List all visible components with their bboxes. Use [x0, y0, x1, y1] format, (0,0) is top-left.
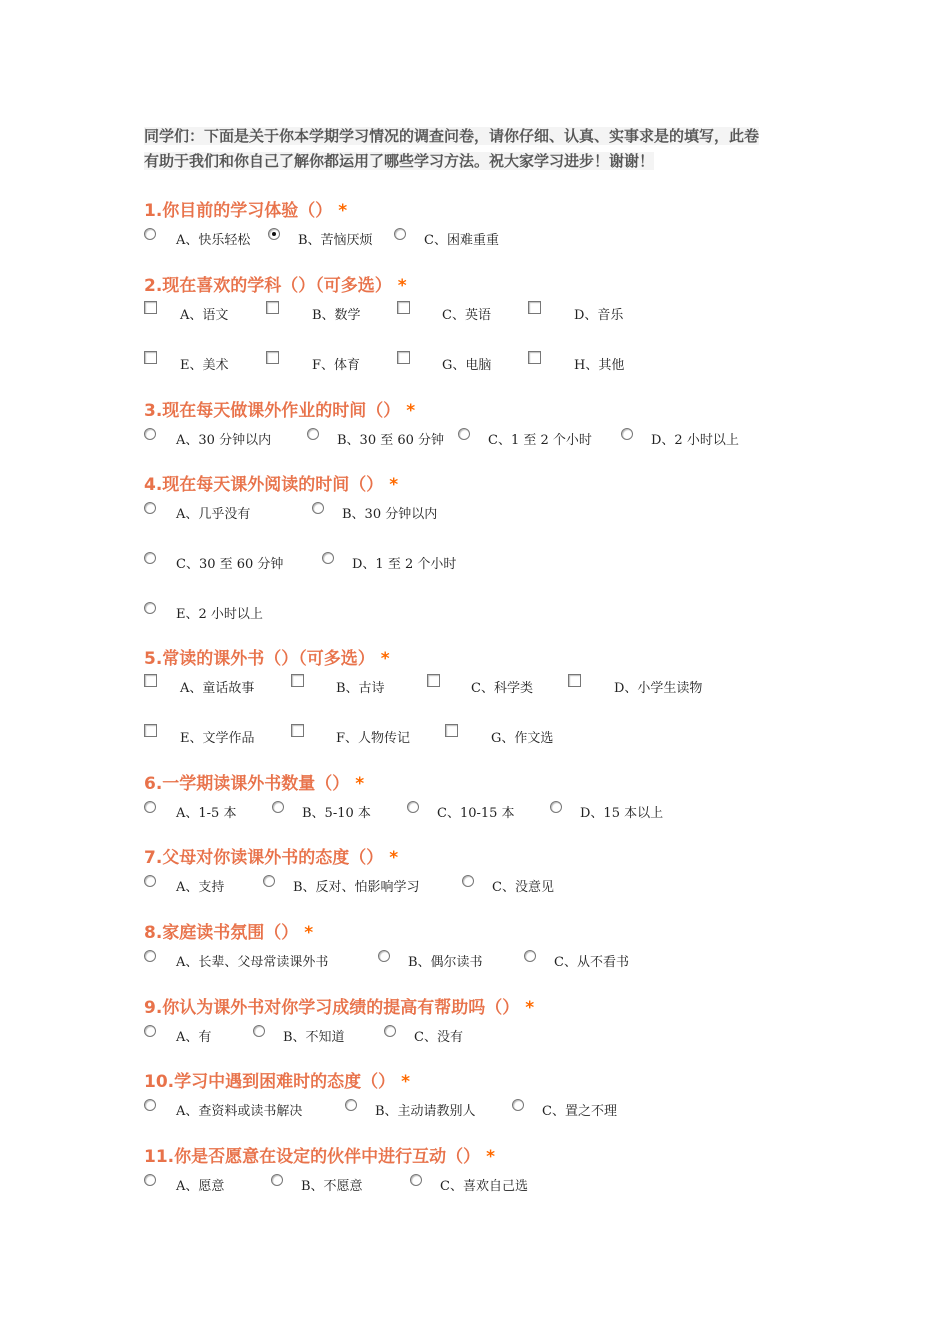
option-label: B、不愿意 — [301, 1179, 363, 1194]
option-label: A、几乎没有 — [176, 507, 251, 522]
question-title — [144, 474, 398, 496]
radio-button[interactable] — [307, 428, 319, 440]
option-label: C、置之不理 — [542, 1104, 617, 1119]
question-title — [144, 847, 398, 869]
question-title-text: 8.家庭读书氛围（） — [144, 923, 299, 943]
option-label: C、10-15 本 — [437, 806, 515, 821]
question-title — [144, 773, 364, 795]
option-label: A、语文 — [180, 308, 229, 323]
option-label: G、电脑 — [442, 358, 492, 373]
survey-intro — [144, 124, 814, 174]
radio-button[interactable] — [268, 228, 280, 240]
option-label: B、30 至 60 分钟 — [337, 433, 445, 448]
option-label: C、喜欢自己选 — [440, 1179, 528, 1194]
option-label: C、1 至 2 个小时 — [488, 433, 592, 448]
option-label: B、5-10 本 — [302, 806, 371, 821]
option-label: D、音乐 — [574, 308, 624, 323]
option-label: D、15 本以上 — [580, 806, 664, 821]
option-label: B、主动请教别人 — [375, 1104, 476, 1119]
checkbox[interactable] — [266, 301, 279, 314]
option-label: A、快乐轻松 — [176, 233, 251, 248]
question-title-text: 9.你认为课外书对你学习成绩的提高有帮助吗（） — [144, 998, 520, 1018]
radio-button[interactable] — [263, 875, 275, 887]
option-label: C、30 至 60 分钟 — [176, 557, 284, 572]
option-label: B、30 分钟以内 — [342, 507, 438, 522]
required-marker: * — [397, 276, 407, 296]
radio-button[interactable] — [322, 552, 334, 564]
checkbox[interactable] — [445, 724, 458, 737]
option-label: B、反对、怕影响学习 — [293, 880, 420, 895]
option-label: E、2 小时以上 — [176, 607, 263, 622]
radio-button[interactable] — [144, 602, 156, 614]
required-marker: * — [486, 1147, 496, 1167]
radio-button[interactable] — [312, 502, 324, 514]
option-label: B、偶尔读书 — [408, 955, 483, 970]
option-label: C、科学类 — [471, 681, 533, 696]
option-label: A、1-5 本 — [176, 806, 237, 821]
radio-button[interactable] — [621, 428, 633, 440]
checkbox[interactable] — [568, 674, 581, 687]
option-label: F、人物传记 — [336, 731, 411, 746]
question-title — [144, 1146, 495, 1168]
option-label: B、古诗 — [336, 681, 385, 696]
radio-button[interactable] — [462, 875, 474, 887]
required-marker: * — [389, 848, 399, 868]
checkbox[interactable] — [291, 674, 304, 687]
checkbox[interactable] — [291, 724, 304, 737]
question-title — [144, 997, 534, 1019]
question-title — [144, 275, 407, 297]
question-title-text: 10.学习中遇到困难时的态度（） — [144, 1072, 396, 1092]
required-marker: * — [406, 401, 416, 421]
option-label: B、不知道 — [283, 1030, 345, 1045]
question-title — [144, 400, 415, 422]
option-label: A、查资料或读书解决 — [176, 1104, 303, 1119]
required-marker: * — [389, 475, 399, 495]
intro-line-1: 同学们：下面是关于你本学期学习情况的调查问卷，请你仔细、认真、实事求是的填写，此卷 — [144, 127, 760, 145]
option-label: E、美术 — [180, 358, 229, 373]
required-marker: * — [355, 774, 365, 794]
radio-button[interactable] — [144, 801, 156, 813]
checkbox[interactable] — [144, 674, 157, 687]
required-marker: * — [338, 201, 348, 221]
checkbox[interactable] — [144, 351, 157, 364]
question-title — [144, 1071, 410, 1093]
radio-button[interactable] — [144, 950, 156, 962]
option-label: C、困难重重 — [424, 233, 499, 248]
option-label: C、没有 — [414, 1030, 463, 1045]
question-title — [144, 648, 390, 670]
radio-button[interactable] — [458, 428, 470, 440]
required-marker: * — [401, 1072, 411, 1092]
question-title — [144, 922, 313, 944]
radio-button[interactable] — [144, 502, 156, 514]
radio-button[interactable] — [550, 801, 562, 813]
required-marker: * — [525, 998, 535, 1018]
radio-button[interactable] — [144, 228, 156, 240]
option-label: A、愿意 — [176, 1179, 225, 1194]
question-title-text: 5.常读的课外书（）（可多选） — [144, 649, 375, 669]
option-label: D、小学生读物 — [614, 681, 703, 696]
checkbox[interactable] — [397, 351, 410, 364]
question-title — [144, 200, 347, 222]
radio-button[interactable] — [272, 801, 284, 813]
option-label: C、英语 — [442, 308, 491, 323]
option-label: A、支持 — [176, 880, 225, 895]
checkbox[interactable] — [397, 301, 410, 314]
checkbox[interactable] — [144, 301, 157, 314]
radio-button[interactable] — [144, 1099, 156, 1111]
option-label: A、童话故事 — [180, 681, 255, 696]
intro-line-2: 有助于我们和你自己了解你都运用了哪些学习方法。祝大家学习进步！谢谢！ — [144, 152, 655, 170]
radio-button[interactable] — [271, 1174, 283, 1186]
option-label: B、数学 — [312, 308, 361, 323]
radio-button[interactable] — [144, 1025, 156, 1037]
option-label: C、从不看书 — [554, 955, 629, 970]
option-label: A、有 — [176, 1030, 212, 1045]
option-label: A、长辈、父母常读课外书 — [176, 955, 329, 970]
option-label: B、苦恼厌烦 — [298, 233, 373, 248]
question-title-text: 4.现在每天课外阅读的时间（） — [144, 475, 384, 495]
checkbox[interactable] — [427, 674, 440, 687]
option-label: G、作文选 — [491, 731, 554, 746]
radio-button[interactable] — [144, 428, 156, 440]
option-label: F、体育 — [312, 358, 361, 373]
radio-button[interactable] — [512, 1099, 524, 1111]
required-marker: * — [380, 649, 390, 669]
radio-button[interactable] — [394, 228, 406, 240]
option-label: E、文学作品 — [180, 731, 255, 746]
radio-button[interactable] — [410, 1174, 422, 1186]
radio-button[interactable] — [253, 1025, 265, 1037]
required-marker: * — [304, 923, 314, 943]
radio-button[interactable] — [407, 801, 419, 813]
option-label: A、30 分钟以内 — [176, 433, 272, 448]
option-label: D、2 小时以上 — [651, 433, 739, 448]
radio-button[interactable] — [384, 1025, 396, 1037]
radio-button[interactable] — [345, 1099, 357, 1111]
question-title-text: 2.现在喜欢的学科（）（可多选） — [144, 276, 392, 296]
option-label: C、没意见 — [492, 880, 554, 895]
radio-button[interactable] — [524, 950, 536, 962]
question-title-text: 11.你是否愿意在设定的伙伴中进行互动（） — [144, 1147, 481, 1167]
radio-button[interactable] — [144, 1174, 156, 1186]
checkbox[interactable] — [528, 351, 541, 364]
question-title-text: 6.一学期读课外书数量（） — [144, 774, 350, 794]
checkbox[interactable] — [266, 351, 279, 364]
radio-button[interactable] — [144, 875, 156, 887]
checkbox[interactable] — [144, 724, 157, 737]
option-label: D、1 至 2 个小时 — [352, 557, 457, 572]
question-title-text: 1.你目前的学习体验（） — [144, 201, 333, 221]
radio-button[interactable] — [144, 552, 156, 564]
radio-button[interactable] — [378, 950, 390, 962]
option-label: H、其他 — [574, 358, 625, 373]
checkbox[interactable] — [528, 301, 541, 314]
question-title-text: 7.父母对你读课外书的态度（） — [144, 848, 384, 868]
question-title-text: 3.现在每天做课外作业的时间（） — [144, 401, 401, 421]
